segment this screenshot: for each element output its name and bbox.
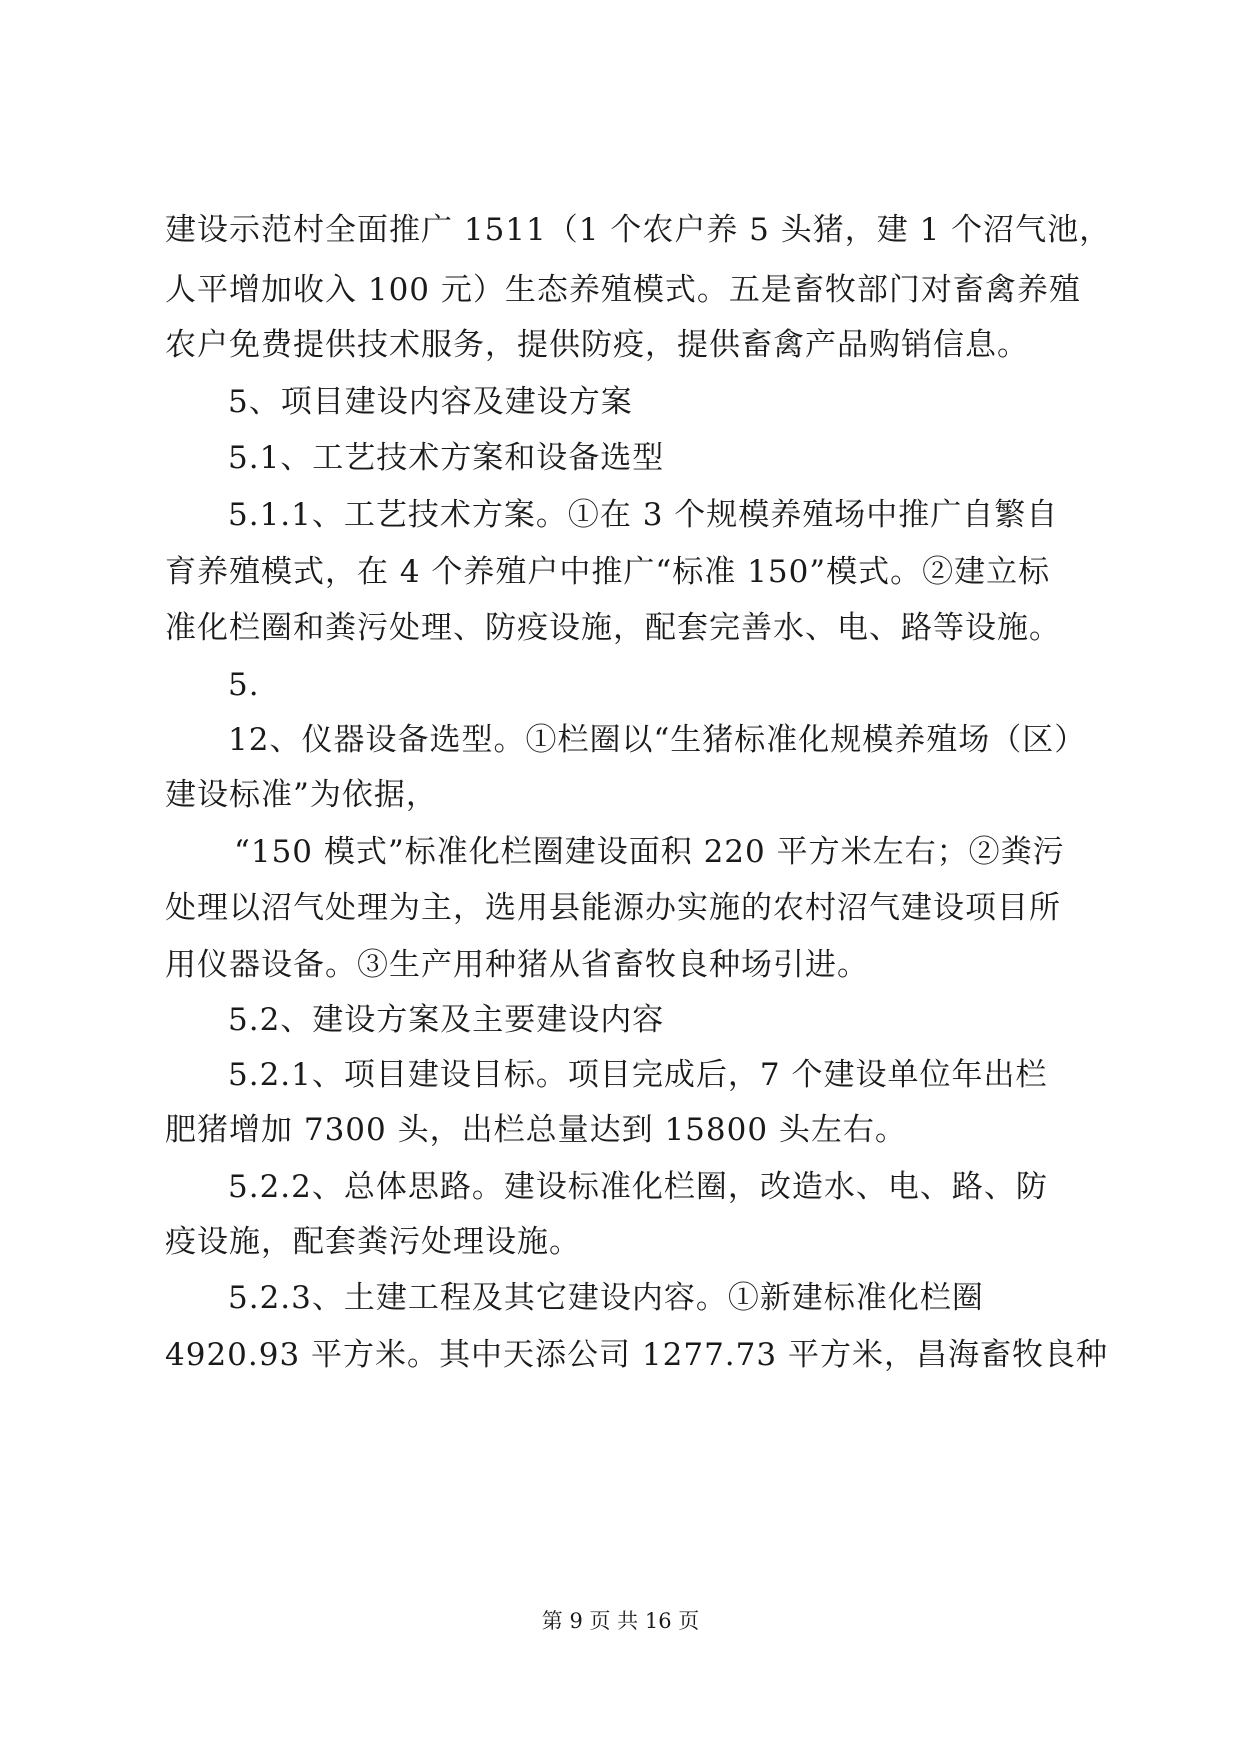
subsection-heading: 5.2、建设方案及主要建设内容 bbox=[228, 1002, 665, 1038]
body-text-line: 4920.93 平方米。其中天添公司 1277.73 平方米，昌海畜牧良种 bbox=[165, 1337, 1108, 1373]
body-text-line: 5.2.1、项目建设目标。项目完成后，7 个建设单位年出栏 bbox=[228, 1057, 1048, 1093]
body-text-line: 肥猪增加 7300 头，出栏总量达到 15800 头左右。 bbox=[165, 1112, 907, 1148]
body-text-line: “150 模式”标准化栏圈建设面积 220 平方米左右；②粪污 bbox=[234, 834, 1065, 870]
body-text-line: 疫设施，配套粪污处理设施。 bbox=[165, 1224, 581, 1260]
body-text-line: 处理以沼气处理为主，选用县能源办实施的农村沼气建设项目所 bbox=[165, 890, 1061, 926]
body-text-line: 5.1.1、工艺技术方案。①在 3 个规模养殖场中推广自繁自 bbox=[228, 497, 1059, 533]
body-text-line: 12、仪器设备选型。①栏圈以“生猪标准化规模养殖场（区） bbox=[228, 722, 1087, 758]
subsection-heading: 5.1、工艺技术方案和设备选型 bbox=[228, 440, 665, 476]
body-text-line: 准化栏圈和粪污处理、防疫设施，配套完善水、电、路等设施。 bbox=[165, 610, 1061, 646]
body-text-line: 育养殖模式，在 4 个养殖户中推广“标准 150”模式。②建立标 bbox=[165, 554, 1051, 590]
body-text-line: 5. bbox=[228, 667, 260, 703]
section-heading: 5、项目建设内容及建设方案 bbox=[228, 384, 633, 420]
body-text-line: 人平增加收入 100 元）生态养殖模式。五是畜牧部门对畜禽养殖 bbox=[165, 272, 1081, 308]
body-text-line: 建设标准”为依据， bbox=[165, 777, 438, 813]
body-text-line: 用仪器设备。③生产用种猪从省畜牧良种场引进。 bbox=[165, 947, 869, 983]
body-text-line: 农户免费提供技术服务，提供防疫，提供畜禽产品购销信息。 bbox=[165, 327, 1029, 363]
body-text-line: 5.2.2、总体思路。建设标准化栏圈，改造水、电、路、防 bbox=[228, 1169, 1048, 1205]
page-number-footer: 第 9 页 共 16 页 bbox=[541, 1609, 700, 1633]
body-text-line: 建设示范村全面推广 1511（1 个农户养 5 头猪，建 1 个沼气池， bbox=[165, 212, 1112, 248]
body-text-line: 5.2.3、土建工程及其它建设内容。①新建标准化栏圈 bbox=[228, 1280, 984, 1316]
